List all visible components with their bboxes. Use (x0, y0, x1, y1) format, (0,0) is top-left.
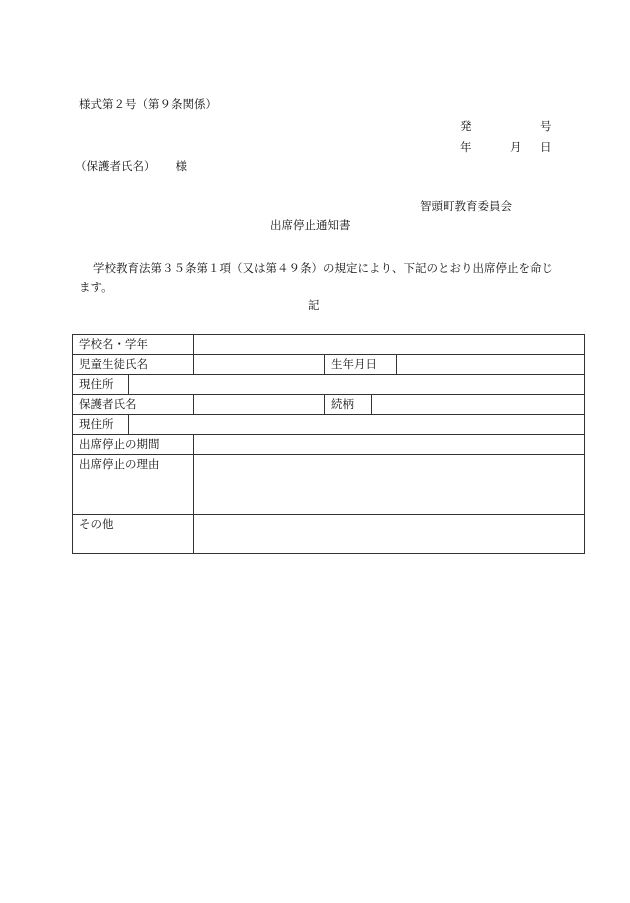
issue-go-label: 号 (540, 119, 552, 133)
school-grade-value[interactable] (194, 335, 585, 355)
table-row (73, 335, 585, 355)
relationship-value[interactable] (372, 395, 585, 415)
form-number: 様式第２号（第９条関係） (79, 97, 217, 111)
reason-label: 出席停止の理由 (73, 455, 194, 515)
other-value[interactable] (194, 515, 585, 554)
body-text: 学校教育法第３５条第１項（又は第４９条）の規定により、下記のとおり出席停止を命じます。 (79, 261, 553, 294)
relationship-label: 続柄 (325, 395, 372, 415)
birth-date-label: 生年月日 (325, 355, 397, 375)
guardian-name-placeholder: （保護者氏名） (75, 159, 156, 173)
other-label: その他 (73, 515, 194, 554)
guardian-line (75, 158, 187, 174)
guardian-address-value[interactable] (129, 415, 585, 435)
student-address-value[interactable] (129, 375, 585, 395)
date-month-label: 月 (510, 140, 522, 154)
issuer-name: 智頭町教育委員会 (420, 199, 512, 213)
guardian-honorific: 様 (175, 159, 187, 173)
student-name-label: 児童生徒氏名 (73, 355, 194, 375)
table-row (73, 515, 585, 554)
guardian-name-label: 保護者氏名 (73, 395, 194, 415)
period-label: 出席停止の期間 (73, 435, 194, 455)
table-row (73, 355, 585, 375)
document-title: 出席停止通知書 (270, 218, 351, 232)
table-row (73, 435, 585, 455)
period-value[interactable] (194, 435, 585, 455)
guardian-name-value[interactable] (194, 395, 325, 415)
table-row (73, 375, 585, 395)
student-address-label: 現住所 (73, 375, 129, 395)
table-row (73, 395, 585, 415)
table-row (73, 415, 585, 435)
issue-number-label: 発 (460, 119, 472, 133)
birth-date-value[interactable] (397, 355, 585, 375)
ki-label: 記 (308, 298, 320, 312)
student-name-value[interactable] (194, 355, 325, 375)
guardian-address-label: 現住所 (73, 415, 129, 435)
date-day-label: 日 (540, 140, 552, 154)
notice-table (72, 334, 585, 554)
school-grade-label: 学校名・学年 (73, 335, 194, 355)
table-row (73, 455, 585, 515)
reason-value[interactable] (194, 455, 585, 515)
date-year-label: 年 (460, 140, 472, 154)
